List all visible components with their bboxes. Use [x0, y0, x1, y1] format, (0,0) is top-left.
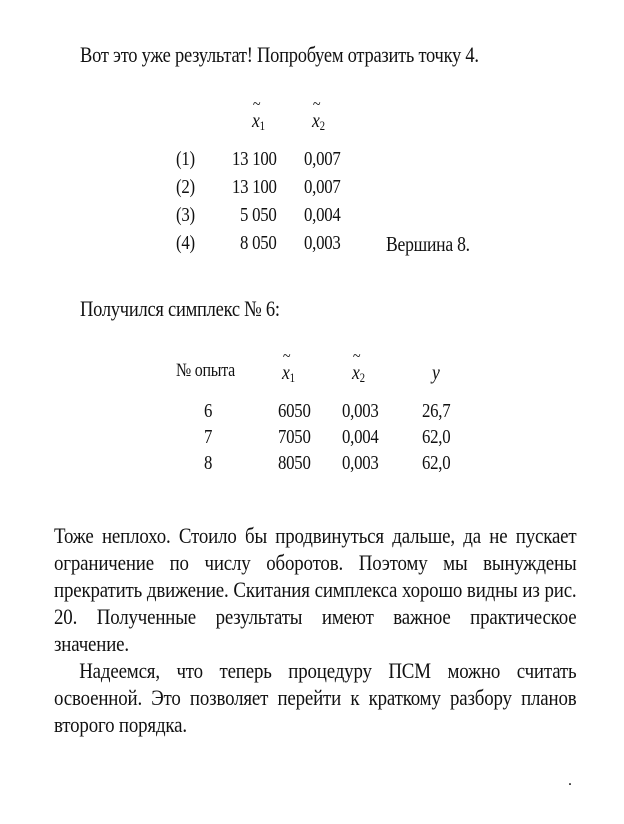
table-cell-x1: 7050	[278, 426, 311, 448]
table-cell-x1: 5 050	[240, 204, 277, 226]
table-cell-y: 62,0	[422, 452, 451, 474]
table-row-label: (4)	[176, 232, 195, 254]
vertex-note: Вершина 8.	[386, 232, 470, 256]
table-2-header-experiment: № опыта	[176, 360, 235, 381]
table-cell-n: 6	[204, 400, 213, 422]
table-cell-x2: 0,007	[304, 176, 341, 198]
table-cell-x1: 8 050	[240, 232, 277, 254]
table-row-label: (3)	[176, 204, 195, 226]
table-cell-x2: 0,003	[342, 400, 379, 422]
tilde-mark: ~	[282, 346, 291, 365]
table-cell-y: 62,0	[422, 426, 451, 448]
table-cell-x1: 8050	[278, 452, 311, 474]
intro-line: Вот это уже результат! Попробуем отразить точку 4.	[80, 42, 479, 67]
table-cell-x2: 0,007	[304, 148, 341, 170]
table-cell-y: 26,7	[422, 400, 451, 422]
body-text	[54, 522, 576, 738]
table-cell-x1: 13 100	[232, 148, 277, 170]
tilde-mark: ~	[312, 94, 321, 113]
paragraph-1: Тоже неплохо. Стоило бы продвинуться дальше, да не пускает ограничение по числу оборотов. Поэтому мы вынуждены прекратить движение. Скитания симплекса хорошо видны из рис. 20. Полученные результаты имеют важное практическое значение.	[54, 523, 577, 656]
simplex-line: Получился симплекс № 6:	[80, 296, 280, 321]
table-cell-x2: 0,004	[342, 426, 379, 448]
table-cell-x2: 0,004	[304, 204, 341, 226]
table-2-header-x2: ~ $x_2$	[352, 346, 365, 385]
table-2-header-y: y	[432, 360, 440, 384]
table-cell-n: 7	[204, 426, 213, 448]
table-cell-x1: 13 100	[232, 176, 277, 198]
table-cell-x2: 0,003	[304, 232, 341, 254]
table-row-label: (1)	[176, 148, 195, 170]
tilde-mark: ~	[252, 94, 261, 113]
paragraph-2: Надеемся, что теперь процедуру ПСМ можно считать освоенной. Это позволяет перейти к краткому разбору планов второго порядка.	[54, 658, 577, 737]
table-cell-n: 8	[204, 452, 213, 474]
stray-mark: .	[568, 772, 572, 789]
table-1-header-x1: ~ $x_1$	[252, 94, 265, 133]
table-row-label: (2)	[176, 176, 195, 198]
tilde-mark: ~	[352, 346, 361, 365]
table-2-header-x1: ~ $x_1$	[282, 346, 295, 385]
table-1-header-x2: ~ $x_2$	[312, 94, 325, 133]
table-cell-x1: 6050	[278, 400, 311, 422]
table-cell-x2: 0,003	[342, 452, 379, 474]
